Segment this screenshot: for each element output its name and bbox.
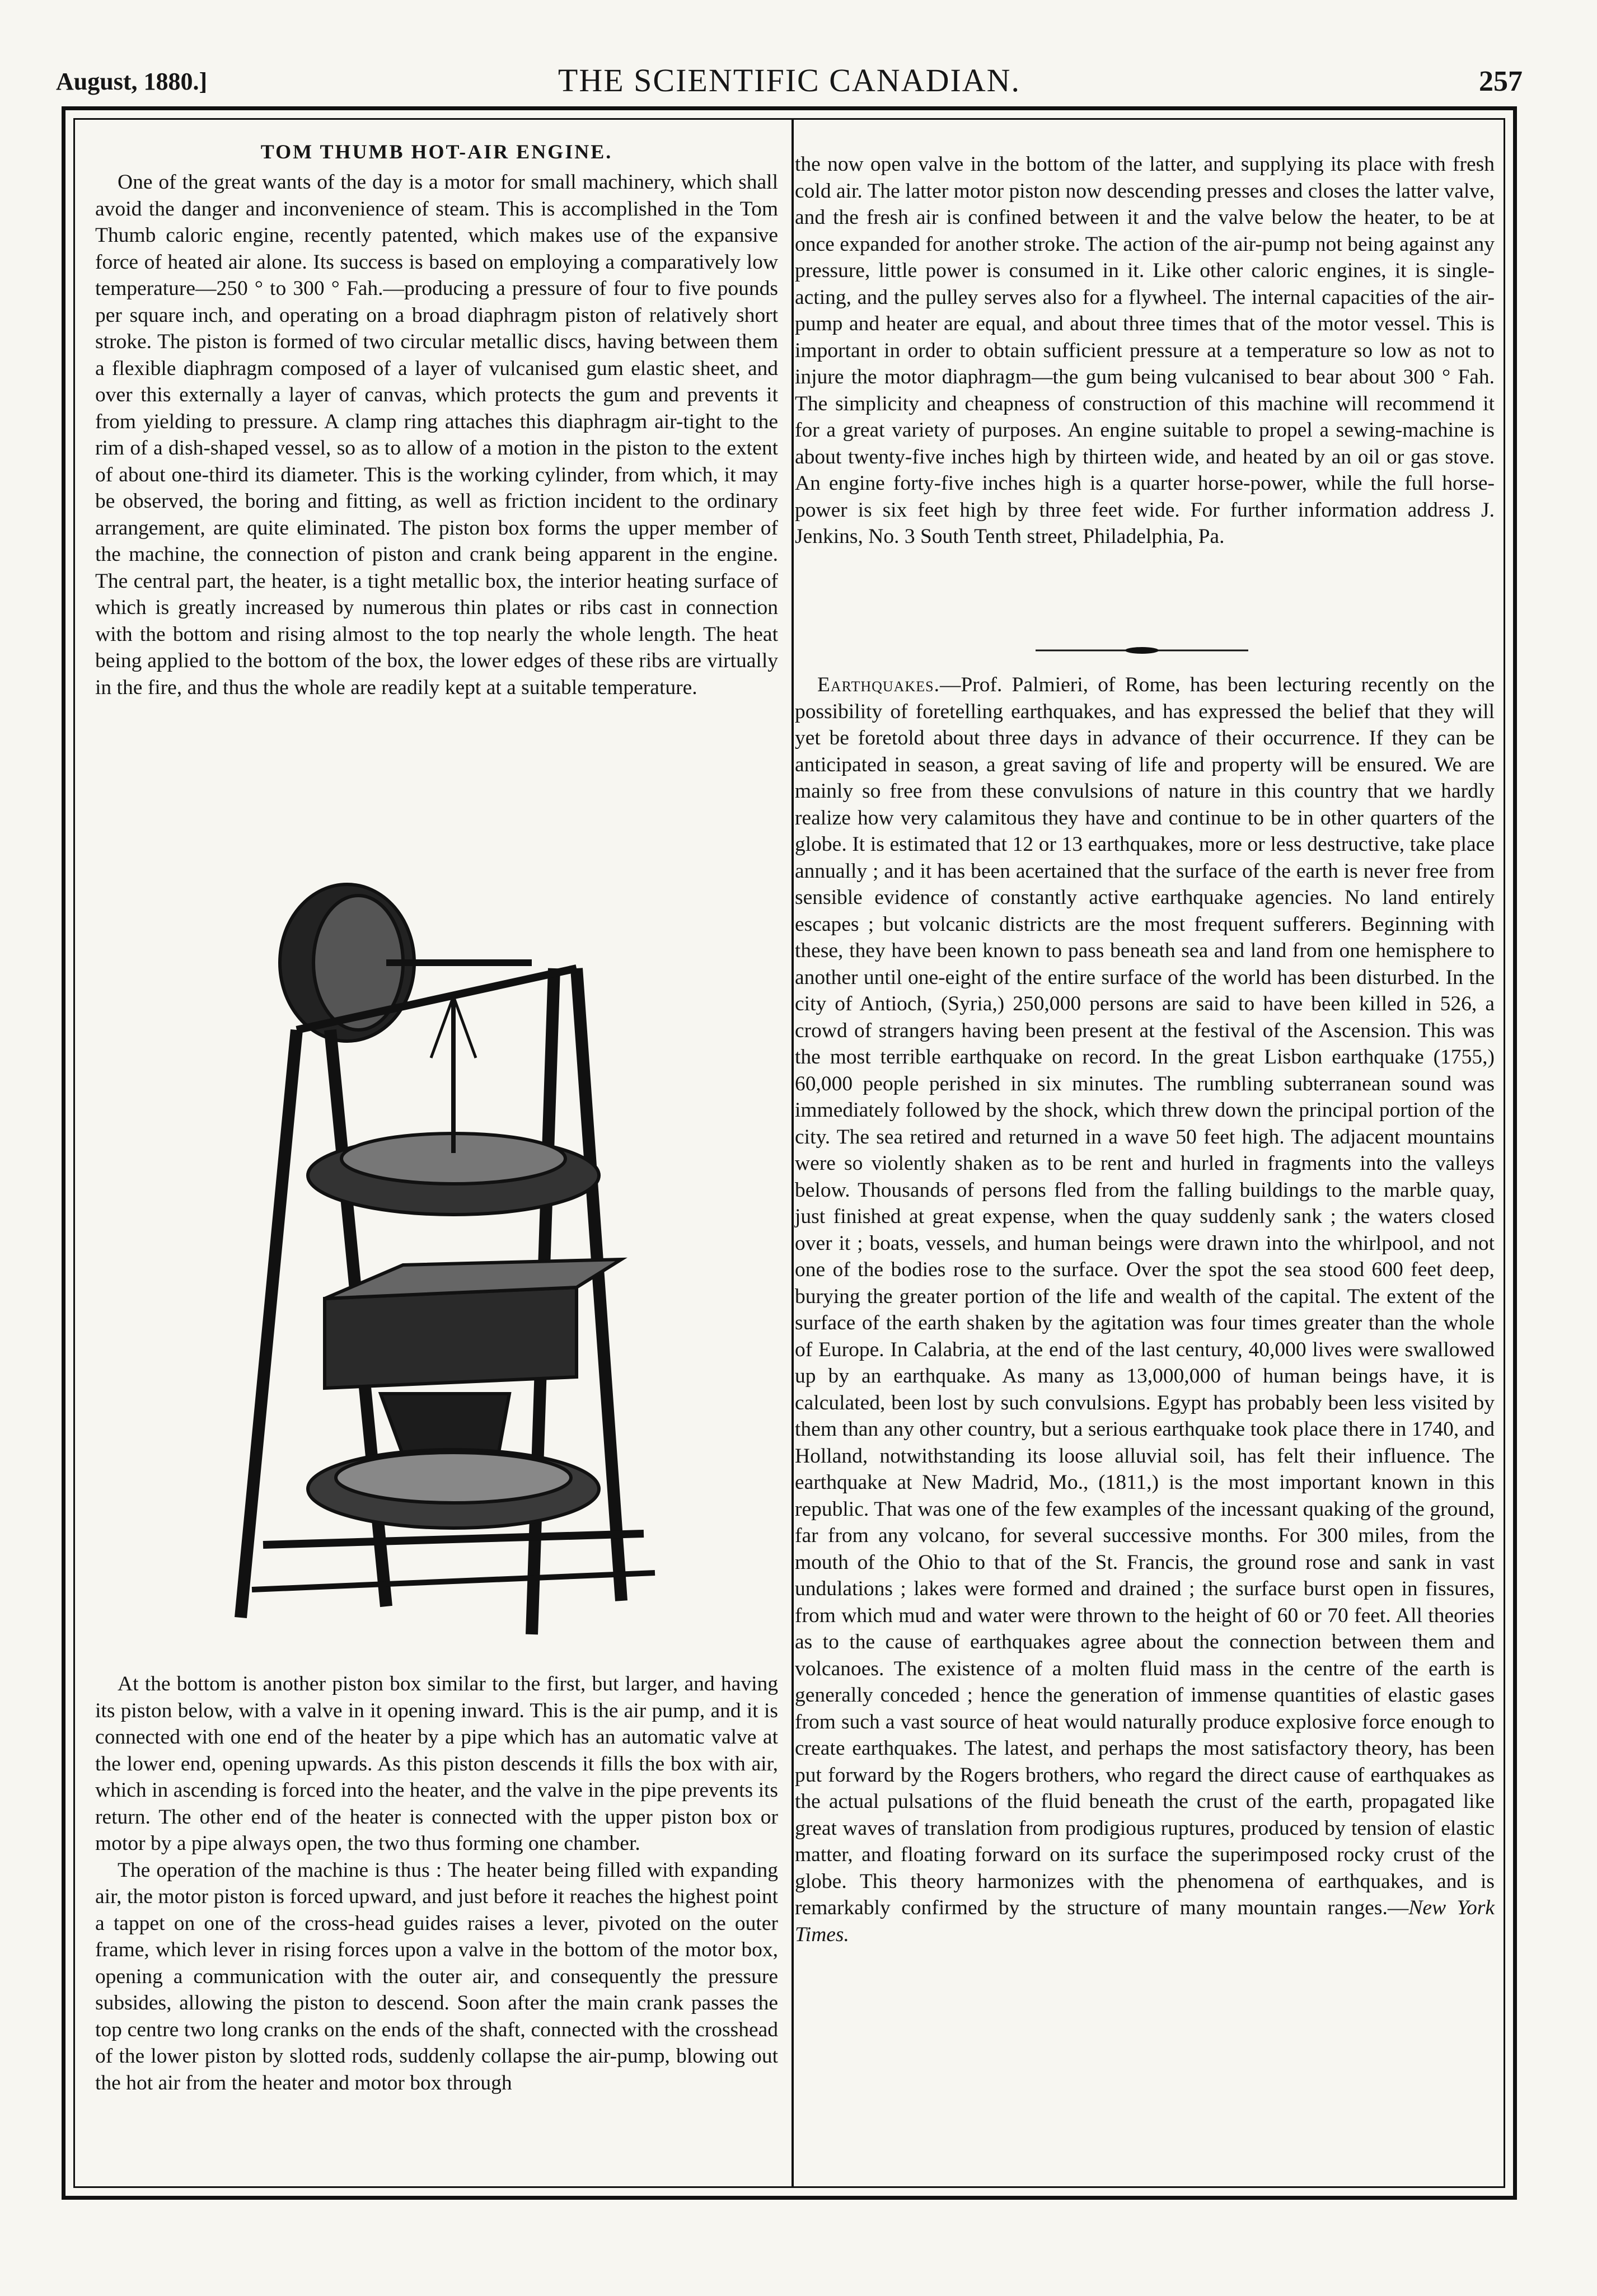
continuation-paragraph: the now open valve in the bottom of the latter, and supplying its place with fresh cold air. The latter motor piston now descending presses and closes the latter valve, and the fresh air is confined between it and the valve below the heater, to be at once expanded for another stroke. The action of the air-pump not being against any pressure, little power is consumed in it. Like other caloric engines, it is single-acting, and the pulley serves also for a flywheel. The internal capacities of the air-pump and heater are equal, and about three times that of the motor vessel. This is important in order to obtain sufficient pressure at a temperature so low as not to injure the motor diaphragm—the gum being vulcanised to bear about 300 ° Fah. The simplicity and cheapness of construction of this machine will recommend it for a great variety of purposes. An engine suitable to propel a sewing-machine is about twenty-five inches high by thirteen wide, and heated by an oil or gas stove. An engine forty-five inches high is a quarter horse-power, while the full horse-power is six feet high by three feet wide. For further information address J. Jenkins, No. 3 South Tenth street, Philadelphia, Pa. [795, 153, 1495, 548]
article-paragraph: At the bottom is another piston box similar to the first, but larger, and having its piston below, with a valve in it opening inward. This is the air pump, and it is connected with one end of the heater by a pipe which has an automatic valve at the lower end, opening upwards. As this piston descends it fills the box with air, which in ascending is forced into the heater, and the valve in the pipe prevents its return. The other end of the heater is connected with the upper piston box or motor by a pipe always open, the two thus forming one chamber. [95, 1672, 778, 1855]
page-number: 257 [1479, 65, 1523, 97]
right-column-continuation [795, 151, 1495, 550]
page-header [56, 62, 1523, 106]
issue-date: August, 1880.] [56, 68, 208, 95]
article-paragraph: The operation of the machine is thus : The heater being filled with expanding air, the motor piston is forced upward, and just before it reaches the highest point a tappet on one of the cross-head guides raises a lever, pivoted on the outer frame, which lever in rising forces upon a valve in the bottom of the motor box, opening a communication with the outer air, and consequently the pressure subsides, allowing the piston to descend. Soon after the main crank passes the top centre two long cranks on the ends of the shaft, connected with the crosshead of the lower piston by slotted rods, suddenly collapse the air-pump, blowing out the hot air from the heater and motor box through [95, 1858, 778, 2094]
left-article [95, 140, 778, 701]
section-separator [1036, 646, 1248, 654]
engine-illustration [218, 862, 722, 1657]
column-divider [792, 118, 794, 2188]
earthquakes-paragraph [795, 672, 1495, 1948]
article-paragraph: One of the great wants of the day is a motor for small machinery, which shall avoid the danger and inconvenience of steam. This is accomplished in the Tom Thumb caloric engine, recently patented, which makes use of the expansive force of heated air alone. Its success is based on employing a comparatively low temperature—250 ° to 300 ° Fah.—producing a pressure of four to five pounds per square inch, and operating on a broad diaphragm piston of relatively short stroke. The piston is formed of two circular metallic discs, having between them a flexible diaphragm composed of a layer of vulcanised gum elastic sheet, and over this externally a layer of canvas, which protects the gum and prevents it from yielding to pressure. A clamp ring attaches this diaphragm air-tight to the rim of a dish-shaped vessel, so as to allow of a motion in the piston to the extent of about one-third its diameter. This is the working cylinder, from which, it may be observed, the boring and fitting, as well as friction incident to the ordinary arrangement, are quite eliminated. The piston box forms the upper member of the machine, the connection of piston and crank being apparent in the engine. The central part, the heater, is a tight metallic box, the interior heating surface of which is greatly increased by numerous thin plates or ribs cast in connection with the bottom and rising almost to the top nearly the whole length. The heat being applied to the bottom of the box, the lower edges of these ribs are virtually in the fire, and thus the whole are readily kept at a suitable temperature. [95, 171, 778, 699]
earthquakes-article [795, 672, 1495, 1948]
earthquakes-body: —Prof. Palmieri, of Rome, has been lecturing recently on the possibility of foretelling earthquakes, and has expressed the belief that they will yet be foretold about three days in advance of their occurrence. If they can be anticipated in season, a great saving of life and property will be ensured. We are mainly so free from these convulsions of nature in this country that we hardly realize how very calamitous they have and continue to be in other quarters of the globe. It is estimated that 12 or 13 earthquakes, more or less destructive, take place annually ; and it has been acertained that the surface of the earth is never free from sensible evidence of constantly active earthquake agencies. No land entirely escapes ; but volcanic districts are the most frequent sufferers. Beginning with these, they have been known to pass beneath sea and land from one hemisphere to another until one-eight of the entire surface of the world has been disturbed. In the city of Antioch, (Syria,) 250,000 persons are said to have been killed in 526, a crowd of strangers having been present at the festival of the Ascension. This was the most terrible earthquake on record. In the great Lisbon earthquake (1755,) 60,000 people perished in six minutes. The rumbling subterranean sound was immediately followed by the shock, which threw down the principal portion of the city. The sea retired and returned in a wave 50 feet high. The adjacent mountains were so violently shaken as to be rent and hurled in fragments into the valleys below. Thousands of persons fled from the falling buildings to the marble quay, just finished at great expense, when the quay suddenly sank ; the waters closed over it ; boats, vessels, and human beings were drawn into the whirlpool, and not one of the bodies rose to the surface. Over the spot the sea stood 600 feet deep, burying the greater portion of the life and wealth of the capital. The extent of the surface of the earth shaken by the agitation was four times greater than the whole of Europe. In Calabria, at the end of the last century, 40,000 lives were swallowed up by an earthquake. As many as 13,000,000 of human beings have, it is calculated, been lost by such convulsions. Egypt has probably been less visited by them than any other country, but a serious earthquake took place there in 1740, and Holland, notwithstanding its loose alluvial soil, has felt their influence. The earthquake at New Madrid, Mo., (1811,) is the most important known in this republic. That was one of the few examples of the incessant quaking of the ground, far from any volcano, for several successive months. For 300 miles, from the mouth of the Ohio to that of the St. Francis, the ground rose and sank in vast undulations ; lakes were formed and drained ; the surface burst open in fissures, from which mud and water were thrown to the height of 60 or 70 feet. All theories as to the cause of earthquakes agree about the connection between them and volcanoes. The existence of a molten fluid mass in the centre of the earth is generally conceded ; hence the generation of immense quantities of elastic gases from such a vast source of heat would naturally produce explosive force enough to create earthquakes. The latest, and perhaps the most satisfactory theory, has been put forward by the Rogers brothers, who regard the direct cause of earthquakes as the actual pulsations of the fluid beneath the crust of the earth, propagated like great waves of translation from prodigious ruptures, produced by tension of elastic matter, and floating forward on its surface the superimposed rocky crust of the globe. This theory harmonizes with the phenomena of earthquakes, and is remarkably confirmed by the structure of many mountain ranges.— [795, 673, 1495, 1919]
earthquakes-lead: Earthquakes. [817, 673, 940, 696]
left-article-continued [95, 1671, 778, 2096]
journal-title: THE SCIENTIFIC CANADIAN. [558, 62, 1021, 99]
engine-engraving-icon [218, 862, 722, 1657]
source-credit: New York Times. [795, 1896, 1495, 1946]
article-title: TOM THUMB HOT-AIR ENGINE. [260, 140, 613, 163]
